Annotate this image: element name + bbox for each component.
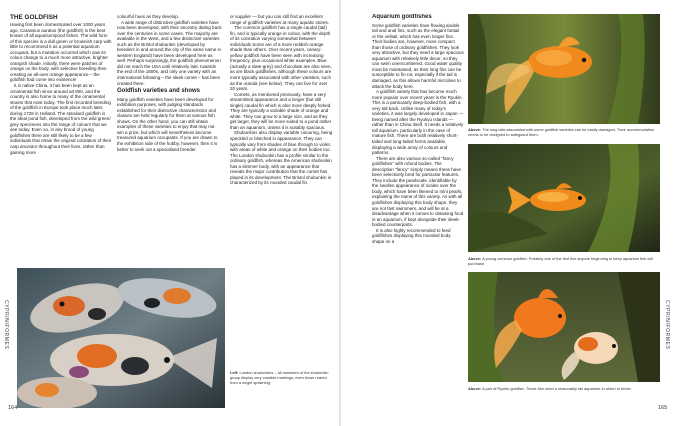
caption-3: [468, 386, 653, 391]
paragraph: The common goldfish has a single caudal (tail) fin, and is typically orange in colour, with the depth of its coloration varying somewhat between individuals Some are of a more reddish-orange shade than others. Over recent years, canary-yellow goldfish have been seen with increasing frequency, plus occasional white examples. Blue (actually a slate-grey) and chocolate are also seen, as are black goldfishes, although these colours are more typically associated with other varieties, such as the oranda (see below). They can live for over 20 years.: [230, 25, 332, 92]
caption-label: Above:: [468, 256, 482, 261]
paragraph: or supplier — but you can still find an excellent range of goldfish varieties at many aquatic stores.: [230, 14, 330, 25]
long-tail-goldfish-photo: [468, 14, 660, 124]
section-tab-right: CYPRINIFORMES: [664, 300, 670, 350]
paragraph: It is native China, it has been kept as an ornamental fish since around ad 800, and the country is also home to many of the ornamental strains that exist today. The first recorded breeding of the goldfish in Europe took place much later, during 1728 in Holland. The standard goldfish is the ideal pond fish, developed from the wild green/ grey specimens into the range of colours that we see today. Even so, in any brood of young goldfishes there are still likely to be a few individuals that retain the original coloration of their carp ancestor throughout their lives, rather than gaining more: [10, 83, 112, 155]
page-number-left: 164: [8, 405, 18, 411]
subheading: Goldfish varieties and shows: [117, 88, 201, 95]
section-heading: Aquarium goldfishes: [372, 14, 432, 20]
paragraph: Having first been domesticated over 1000 years ago, Carassius auratus (the goldfish) is the best known of all aquarium/pond fishes. The wild form of this species is a dull green or brownish carp with little to recommend it as a potential aquarium occupant, but a mutation occurred which saw its colour change to a much more attractive, brighter orangish shade. Initially, there were patches of orange on the body, with selective breeding then creating an all-over orange appearance – the goldfish had come into existence!: [10, 22, 112, 83]
caption-label: Above:: [468, 127, 482, 132]
paragraph: A goldfish variety that has become much more popular over recent years is the Ryukin. This is a particularly deep-bodied fish, with a very tall back. Unlike many of today's varieties, it was largely developed in Japan — being named after the Ryukyu Islands — rather than in China itself. It needs a relatively tall aquarium, particularly in the case of mature fish. There are both relatively short-tailed and long-tailed forms available, displaying a wide array of colours and patterns.: [372, 89, 464, 156]
section-heading: THE GOLDFISH: [10, 14, 58, 21]
right-column-1: [372, 14, 464, 414]
caption-label: Left:: [230, 370, 239, 375]
paragraph: colourful hues as they develop.: [117, 14, 180, 19]
caption-text: The long tails associated with some goldfish varieties can be easily damaged. Their accommodation needs to be designed to safeguard them.: [468, 127, 655, 137]
paragraph: Comets, as mentioned previously, have a very streamlined appearance and a longer (but still single) caudal fin which is also more deeply forked. They are typically a variable shade of orange and white. They can grow to a large size, and as they get larger, they will be more suited to a pond rather than an aquarium, unless it is suitably spacious.: [230, 91, 332, 130]
page-number-right: 165: [658, 405, 668, 411]
caption-text: London shubunkins – all members of the shubunkin group display very variable markings, even those reared from a single spawning.: [230, 370, 329, 385]
page-gutter: [339, 0, 341, 426]
caption-label: Above:: [468, 386, 482, 391]
paragraph: It is also highly recommended to feed goldfishes displaying this rounded body shape on a: [372, 227, 451, 244]
caption-1: [468, 127, 660, 137]
shubunkin-photo: [17, 268, 225, 408]
left-column-2: [117, 14, 222, 266]
section-tab-left: CYPRINIFORMES: [3, 300, 9, 350]
caption-2: [468, 256, 660, 266]
left-column-1: [10, 14, 112, 262]
paragraph: A wide range of distinctive goldfish varieties have now been developed, with their ancestry dating back over the centuries in some cases. The majority are available in the West, and a few distinctive varieties such as the Bristol shubunkin (developed by breeders in and around the city of the same name in western England) have been developed here as well. Perhaps surprisingly, the goldfish phenomenon did not reach the USA until relatively late, towards the end of the 1800s, and only one variety with an international following – the sleek comet – has been created there.: [117, 19, 222, 86]
paragraph: Many goldfish varieties have been developed for exhibition purposes, with judging standards established for their distinctive characteristics and classes are held regularly for them at various fish shows. On the other hand, you can still obtain examples of these varieties to enjoy that may not win a prize, but which will nevertheless become treasured aquarium occupants. If you are drawn to the exhibition side of the hobby, however, then it is better to seek out a specialised breeder: [117, 96, 218, 152]
paragraph: Some goldfish varieties have flowing double tail and anal fins, such as the elegant fantail or the veiltail, which has even longer fins. Their bodies are, however, more compact than those of ordinary goldfishes. They look very attractive, but they need a large spacious aquarium with relatively little decor, so they can swim unencumbered. Good water quality must be maintained, as their long fins can be susceptible to fin-rot, especially if the tail is damaged, as this allows harmful microbes to attack the body here.: [372, 22, 464, 89]
caption-text: A pair of Ryukin goldfish. These fish need a reasonably tall aquarium-in which to thrive.: [482, 386, 632, 391]
common-goldfish-photo: [468, 144, 660, 252]
left-caption: [230, 370, 330, 385]
left-column-3: [230, 14, 333, 344]
paragraph: There are also various so-called "fancy goldfishes" with rofund bodies. The description "fancy" simply means these have been selectively bred for particular features. They include the pearlscale, identifiable by the swollen appearance of scales over the body, which have been likened to mini pearls, explaining the name of this variety. As with all goldfishes displaying this body shape, they are not fast swimmers, and will be at a disadvantage when it comes to obtaining food in an aquarium, if kept alongside their sleek-bodied counterparts.: [372, 155, 464, 228]
caption-text: A young common goldfish. Possibly one of the first fish anyone beginning to keep aquarium fish will purchase.: [468, 256, 653, 266]
ryukin-goldfish-photo: [468, 272, 660, 382]
paragraph: Shubunkins also display variable colouring, being speckled or blotched in appearance. They can typically vary from shades of blue through to violet, with areas of white and orange on their bodies too. The London shubunkin has a profile similar to the ordinary goldfish, whereas the American shubunkin has a slimmer body, with an appearance that reveals the major contribution that the comet has played in its development. The Bristol shubunkin is characterized by its rounded caudal fin.: [230, 130, 333, 186]
